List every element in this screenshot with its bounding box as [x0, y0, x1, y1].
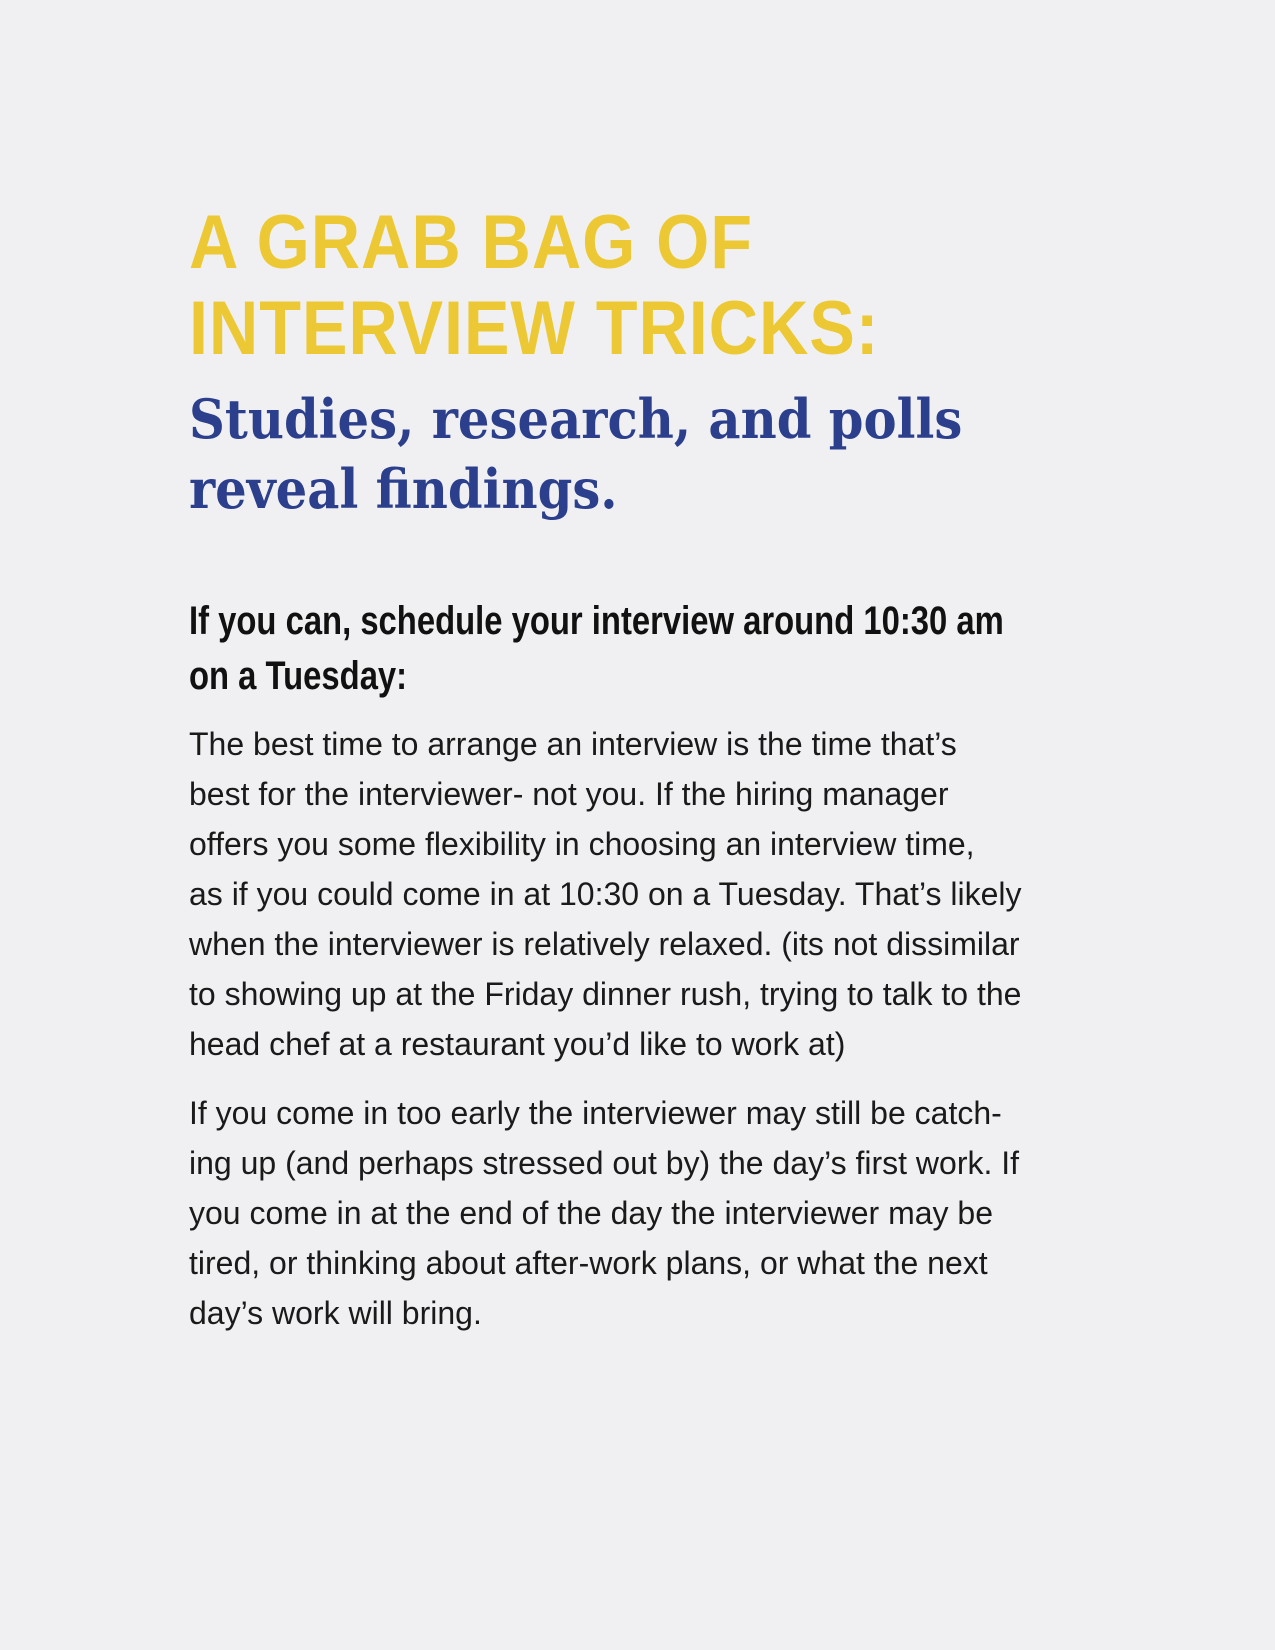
paragraph-line: when the interviewer is relatively relaxed. (its not dissimilar: [189, 926, 1020, 962]
paragraph-line: best for the interviewer- not you. If the hiring manager: [189, 776, 949, 812]
page-subtitle-line-1: Studies, research, and polls: [189, 387, 963, 451]
body-paragraph-2: [189, 1088, 1099, 1338]
page-title-line-1: A GRAB BAG OF: [189, 200, 753, 285]
paragraph-line: head chef at a restaurant you’d like to work at): [189, 1026, 846, 1062]
body-paragraph-1: [189, 719, 1099, 1069]
paragraph-line: The best time to arrange an interview is the time that’s: [189, 726, 957, 762]
page-title-line-2: INTERVIEW TRICKS:: [189, 286, 880, 371]
document-page: [189, 200, 1099, 1338]
section-heading-line-2: on a Tuesday:: [189, 654, 408, 698]
paragraph-line: to showing up at the Friday dinner rush, trying to talk to the: [189, 976, 1022, 1012]
page-subtitle: [189, 384, 1026, 524]
paragraph-line: day’s work will bring.: [189, 1295, 482, 1331]
section-heading-line-1: If you can, schedule your interview around 10:30 am: [189, 599, 1004, 643]
paragraph-line: as if you could come in at 10:30 on a Tuesday. That’s likely: [189, 876, 1022, 912]
paragraph-line: If you come in too early the interviewer may still be catch-: [189, 1095, 1002, 1131]
page-title: [189, 200, 1008, 372]
page-subtitle-line-2: reveal findings.: [189, 457, 618, 521]
section-heading: [189, 594, 1004, 704]
paragraph-line: you come in at the end of the day the interviewer may be: [189, 1195, 994, 1231]
paragraph-line: offers you some flexibility in choosing an interview time,: [189, 826, 975, 862]
paragraph-line: ing up (and perhaps stressed out by) the day’s first work. If: [189, 1145, 1020, 1181]
paragraph-line: tired, or thinking about after-work plans, or what the next: [189, 1245, 988, 1281]
